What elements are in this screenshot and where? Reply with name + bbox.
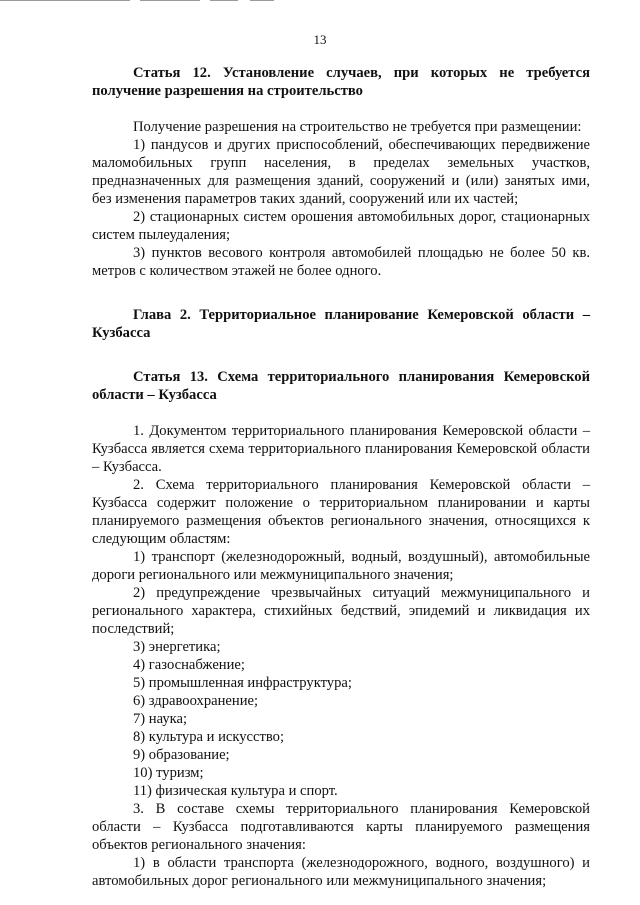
list-item: 8) культура и искусство; — [133, 729, 285, 745]
list-item: 10) туризм; — [133, 765, 204, 781]
document-body — [92, 64, 590, 890]
list-item: 1) транспорт (железнодорожный, водный, воздушный), автомобильные дороги регионального или межмуниципального значения; — [92, 549, 590, 583]
paragraph: 3. В составе схемы территориального планирования Кемеровской области – Кузбасса подготавливаются карты планируемого размещения объектов регионального значения: — [92, 801, 590, 853]
list-item: 3) энергетика; — [133, 639, 221, 655]
list-item: 3) пунктов весового контроля автомобилей площадью не более 50 кв. метров с количеством этажей не более одного. — [92, 245, 590, 279]
article-12-heading: Статья 12. Установление случаев, при которых не требуется получение разрешения на строительство — [92, 65, 590, 99]
list-item: 5) промышленная инфраструктура; — [133, 675, 352, 691]
paragraph: Получение разрешения на строительство не требуется при размещении: — [133, 119, 582, 135]
chapter-2-heading: Глава 2. Территориальное планирование Кемеровской области – Кузбасса — [92, 307, 590, 341]
list-item: 2) предупреждение чрезвычайных ситуаций межмуниципального и регионального характера, стихийных бедствий, эпидемий и ликвидация их последствий; — [92, 585, 590, 637]
list-item: 11) физическая культура и спорт. — [133, 783, 338, 799]
scan-artifact-line — [250, 0, 274, 1]
list-item: 9) образование; — [133, 747, 230, 763]
paragraph: 2. Схема территориального планирования Кемеровской области – Кузбасса содержит положение о территориальном планировании и карты планируемого размещения объектов регионального значения, относящихся к следующим областям: — [92, 477, 590, 547]
scan-artifact-line — [0, 0, 130, 1]
list-item: 4) газоснабжение; — [133, 657, 245, 673]
list-item: 1) в области транспорта (железнодорожного, водного, воздушного) и автомобильных дорог регионального или межмуниципального значения; — [92, 855, 590, 889]
list-item: 7) наука; — [133, 711, 188, 727]
scan-artifact-line — [210, 0, 238, 1]
page-number: 13 — [313, 32, 327, 47]
list-item: 6) здравоохранение; — [133, 693, 259, 709]
list-item: 2) стационарных систем орошения автомобильных дорог, стационарных систем пылеудаления; — [92, 209, 590, 243]
scan-artifact-line — [140, 0, 200, 1]
list-item: 1) пандусов и других приспособлений, обеспечивающих передвижение маломобильных групп населения, в пределах земельных участков, предназначенных для размещения зданий, сооружений и (или) занятых ими, без изменения параметров таких зданий, сооружений или их частей; — [92, 137, 590, 207]
paragraph: 1. Документом территориального планирования Кемеровской области – Кузбасса является схема территориального планирования Кемеровской области – Кузбасса. — [92, 423, 590, 475]
article-13-heading: Статья 13. Схема территориального планирования Кемеровской области – Кузбасса — [92, 369, 590, 403]
